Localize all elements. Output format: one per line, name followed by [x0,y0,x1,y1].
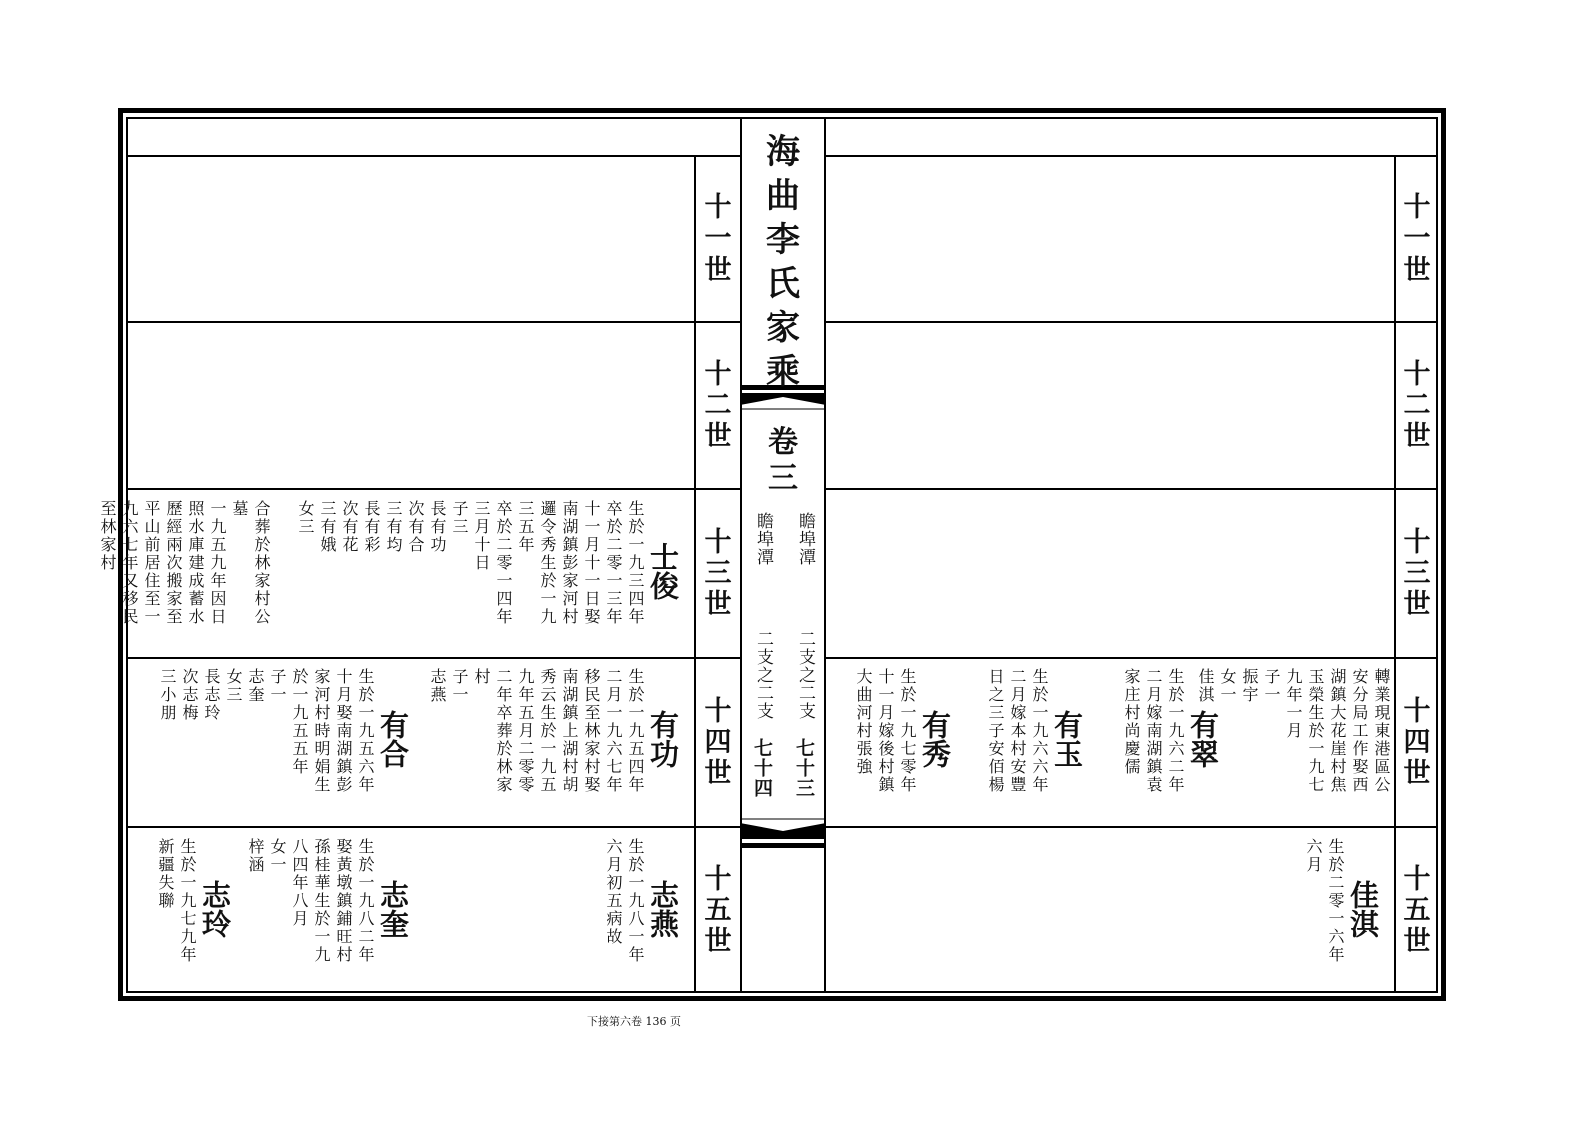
entry-text-column: 女一 [268,838,287,874]
entry-text-column: 至林家村 [98,500,117,572]
entry-text-column: 九年一月 [1284,668,1303,740]
person-name: 有玉 [1050,710,1084,768]
gen-char: 一 [1403,223,1431,255]
row-line [824,321,1438,323]
gen-char: 二 [1403,389,1431,421]
gen-char: 三 [704,557,732,589]
title-char: 氏 [766,264,800,304]
entry-text-column: 大曲河村張強 [854,668,873,776]
volume-char: 卷 [768,425,798,460]
person-name: 有合 [376,710,410,768]
gen-char: 世 [704,254,732,286]
entry-text-column: 平山前居住至一 [142,500,161,626]
person-entry [244,838,410,964]
person-name: 志燕 [646,880,680,938]
entry-text-column: 九年五月二零零 [516,668,535,794]
gen-char: 四 [704,726,732,758]
entry-text-column: 生於一九六二年 [1166,668,1185,794]
entry-text-column: 墓 [230,500,249,518]
gen-char: 世 [1403,926,1431,958]
entry-text-column: 三有娥 [318,500,337,554]
entry-text-column: 長有功 [428,500,447,554]
person-name: 志玲 [198,880,232,938]
person-entry [426,668,680,794]
gen-char: 十 [704,192,732,224]
entry-text-column: 子一 [268,668,287,704]
entry-text-column: 南湖鎮上湖村胡 [560,668,579,794]
gen-char: 四 [1403,726,1431,758]
entry-text-column: 十月娶南湖鎮彭 [334,668,353,794]
gen-char: 十 [1403,358,1431,390]
person-name: 士俊 [646,542,680,600]
row-line [824,488,1438,490]
person-entry [602,838,680,964]
entry-text-column: 照水庫建成蓄水 [186,500,205,626]
entry-text-column: 十一月嫁後村鎮 [876,668,895,794]
spine-band-bottom [740,815,826,851]
spine-right-line [824,117,826,993]
gen-label-12-left [697,323,739,488]
person-entry [96,500,680,626]
entry-text-column: 志燕 [428,668,447,704]
entry-text-column: 生於一九五四年 [626,668,645,794]
entry-text-column: 梓涵 [246,838,265,874]
gen-char: 十 [1403,192,1431,224]
entry-text-column: 女一 [1218,668,1237,704]
spine-page-right: 七十三 [793,738,815,798]
entry-text-column: 志奎 [246,668,265,704]
row-line [126,155,740,157]
spine-branch-right: 二支之二支 [795,630,815,720]
entry-text-column: 長有彩 [362,500,381,554]
row-line [824,826,1438,828]
row-line [824,155,1438,157]
entry-text-column: 於一九五五年 [290,668,309,776]
entry-text-column: 三五年 [516,500,535,554]
entry-text-column: 玉榮生於一九七 [1306,668,1325,794]
entry-text-column: 三有均 [384,500,403,554]
entry-text-column: 九六七年又移民 [120,500,139,626]
book-title [748,130,818,394]
entry-text-column: 卒於二零一四年 [494,500,513,626]
entry-text-column: 三小朋 [158,668,177,722]
entry-text-column: 二年卒葬於林家 [494,668,513,794]
gen-label-13-right [1396,490,1438,657]
spine-branch-left: 二支之二支 [753,630,773,720]
person-name: 有功 [646,710,680,768]
spine-page-left: 七十四 [751,738,773,798]
entry-text-column: 生於一九五六年 [356,668,375,794]
person-entry [852,668,952,794]
row-line [126,826,740,828]
entry-text-column: 子三 [450,500,469,536]
entry-text-column: 合葬於林家村公 [252,500,271,626]
entry-text-column: 八四年八月 [290,838,309,928]
entry-text-column: 子一 [1262,668,1281,704]
entry-text-column: 二月嫁南湖鎮袁 [1144,668,1163,794]
entry-text-column: 六月 [1304,838,1323,874]
entry-text-column: 一九五九年因日 [208,500,227,626]
entry-text-column: 十一月十一日娶 [582,500,601,626]
gen-char: 世 [1403,758,1431,790]
footer-note: 下接第六卷 136 页 [587,1015,681,1028]
entry-text-column: 二月嫁本村安豐 [1008,668,1027,794]
gen-char: 世 [1403,254,1431,286]
spine-place-left: 瞻埠潭 [753,512,773,566]
row-line [126,488,740,490]
entry-text-column: 生於一九三四年 [626,500,645,626]
entry-text-column: 湖鎮大花崖村焦 [1328,668,1347,794]
entry-text-column: 邏令秀生於一九 [538,500,557,626]
gen-label-11-left [697,157,739,321]
left-gen-column-line [694,155,696,993]
entry-text-column: 生於一九六六年 [1030,668,1049,794]
title-char: 曲 [766,176,800,216]
gen-char: 十 [1403,695,1431,727]
gen-char: 世 [1403,589,1431,621]
gen-label-15-left [697,828,739,993]
gen-char: 世 [704,421,732,453]
entry-text-column: 卒於二零一三年 [604,500,623,626]
person-name: 有翠 [1186,710,1220,768]
person-entry [1194,668,1392,794]
gen-char: 世 [1403,421,1431,453]
entry-text-column: 南湖鎮彭家河村 [560,500,579,626]
entry-text-column: 次志梅 [180,668,199,722]
row-line [824,657,1438,659]
entry-text-column: 振宇 [1240,668,1259,704]
gen-label-11-right [1396,157,1438,321]
row-line [126,657,740,659]
gen-char: 世 [704,926,732,958]
entry-text-column: 生於一九八二年 [356,838,375,964]
person-name: 志奎 [376,880,410,938]
title-char: 海 [766,132,800,172]
gen-char: 十 [704,863,732,895]
row-line [126,321,740,323]
entry-text-column: 新疆失聯 [156,838,175,910]
gen-label-12-right [1396,323,1438,488]
entry-text-column: 安分局工作娶西 [1350,668,1369,794]
entry-text-column: 長志玲 [202,668,221,722]
gen-label-15-right [1396,828,1438,993]
entry-text-column: 村 [472,668,491,686]
gen-char: 一 [704,223,732,255]
title-char: 家 [766,308,800,348]
gen-char: 十 [1403,526,1431,558]
entry-text-column: 生於一九八一年 [626,838,645,964]
spine-place-right: 瞻埠潭 [795,512,815,566]
gen-char: 十 [704,358,732,390]
gen-char: 二 [704,389,732,421]
person-name: 佳淇 [1346,880,1380,938]
gen-label-14-right [1396,659,1438,826]
person-entry [984,668,1084,794]
person-name: 有秀 [918,710,952,768]
entry-text-column: 家庄村尚慶儒 [1122,668,1141,776]
entry-text-column: 六月初五病故 [604,838,623,946]
person-entry [156,668,410,794]
entry-text-column: 生於一九七零年 [898,668,917,794]
volume-label [748,425,818,497]
entry-text-column: 轉業現東港區公 [1372,668,1391,794]
gen-char: 五 [1403,894,1431,926]
entry-text-column: 移民至林家村娶 [582,668,601,794]
entry-text-column: 日之三子安佰楊 [986,668,1005,794]
gen-char: 十 [704,695,732,727]
entry-text-column: 子一 [450,668,469,704]
gen-label-14-left [697,659,739,826]
gen-char: 五 [704,894,732,926]
gen-char: 世 [704,589,732,621]
entry-text-column: 女三 [296,500,315,536]
person-entry [1120,668,1220,794]
entry-text-column: 二月一九六七年 [604,668,623,794]
entry-text-column: 秀云生於一九五 [538,668,557,794]
entry-text-column: 次有合 [406,500,425,554]
volume-char: 三 [768,461,798,496]
gen-char: 十 [1403,863,1431,895]
entry-text-column: 生於一九七九年 [178,838,197,964]
person-entry [154,838,232,964]
gen-label-13-left [697,490,739,657]
gen-char: 三 [1403,557,1431,589]
entry-text-column: 生於二零一六年 [1326,838,1345,964]
gen-char: 十 [704,526,732,558]
gen-char: 世 [704,758,732,790]
title-char: 李 [766,220,800,260]
entry-text-column: 三月十日 [472,500,491,572]
entry-text-column: 次有花 [340,500,359,554]
title-char: 乘 [766,352,800,392]
entry-text-column: 孫桂華生於一九 [312,838,331,964]
person-entry [1302,838,1380,964]
entry-text-column: 佳淇 [1196,668,1215,704]
entry-text-column: 歷經兩次搬家至 [164,500,183,626]
spine-left-line [740,117,742,993]
entry-text-column: 女三 [224,668,243,704]
entry-text-column: 娶黃墩鎮鋪旺村 [334,838,353,964]
entry-text-column: 家河村時明娟生 [312,668,331,794]
